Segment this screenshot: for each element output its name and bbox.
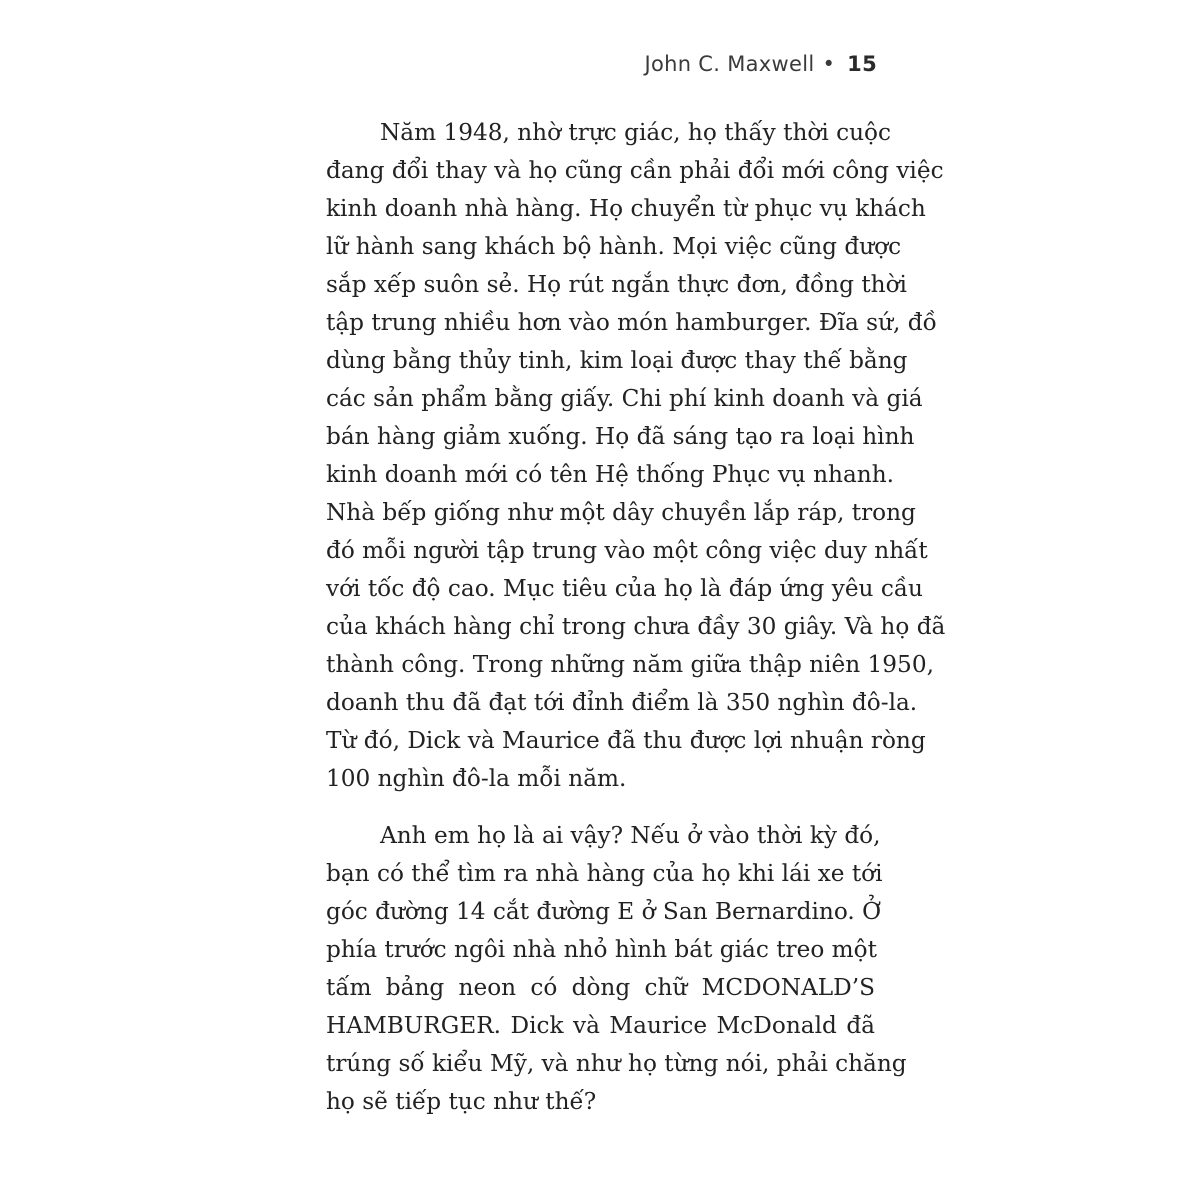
text-line: Năm 1948, nhờ trực giác, họ thấy thời cuộc: [380, 119, 891, 146]
text-line: kinh doanh mới có tên Hệ thống Phục vụ nhanh.: [326, 461, 895, 488]
text-line: doanh thu đã đạt tới đỉnh điểm là 350 nghìn đô-la.: [326, 689, 918, 716]
text-line: 100 nghìn đô-la mỗi năm.: [326, 765, 627, 792]
text-line: góc đường 14 cắt đường E ở San Bernardino. Ở: [326, 898, 882, 925]
text-line: đang đổi thay và họ cũng cần phải đổi mới công việc: [326, 157, 944, 184]
paragraph-gap: [326, 798, 875, 817]
text-line: sắp xếp suôn sẻ. Họ rút ngắn thực đơn, đồng thời: [326, 271, 907, 298]
text-line: bạn có thể tìm ra nhà hàng của họ khi lái xe tới: [326, 860, 883, 887]
body-text: [326, 114, 946, 1121]
text-line: lữ hành sang khách bộ hành. Mọi việc cũng được: [326, 233, 902, 260]
paragraph-2: [326, 817, 907, 1121]
text-line: họ sẽ tiếp tục như thế?: [326, 1088, 597, 1115]
text-line: của khách hàng chỉ trong chưa đầy 30 giây. Và họ đã: [326, 613, 946, 640]
text-line: thành công. Trong những năm giữa thập niên 1950,: [326, 651, 934, 678]
text-line: phía trước ngôi nhà nhỏ hình bát giác treo một: [326, 936, 877, 963]
text-line: dùng bằng thủy tinh, kim loại được thay thế bằng: [326, 347, 908, 374]
page-number: 15: [847, 52, 877, 76]
text-line: với tốc độ cao. Mục tiêu của họ là đáp ứng yêu cầu: [326, 575, 923, 602]
text-line: Anh em họ là ai vậy? Nếu ở vào thời kỳ đó,: [380, 822, 881, 849]
text-line: các sản phẩm bằng giấy. Chi phí kinh doanh và giá: [326, 385, 923, 412]
text-line: bán hàng giảm xuống. Họ đã sáng tạo ra loại hình: [326, 423, 915, 450]
text-line: Nhà bếp giống như một dây chuyền lắp ráp, trong: [326, 499, 916, 526]
text-line: tấm bảng neon có dòng chữ MCDONALD’S: [326, 974, 875, 1001]
text-line: đó mỗi người tập trung vào một công việc duy nhất: [326, 537, 928, 564]
author-name: John C. Maxwell: [644, 52, 815, 76]
running-head: [644, 52, 877, 76]
text-line: tập trung nhiều hơn vào món hamburger. Đĩa sứ, đồ: [326, 309, 937, 336]
paragraph-1: [326, 114, 946, 798]
header-separator: •: [822, 52, 836, 76]
text-line: trúng số kiểu Mỹ, và như họ từng nói, phải chăng: [326, 1050, 907, 1077]
text-line: kinh doanh nhà hàng. Họ chuyển từ phục vụ khách: [326, 195, 926, 222]
text-line: Từ đó, Dick và Maurice đã thu được lợi nhuận ròng: [326, 727, 926, 754]
text-line: HAMBURGER. Dick và Maurice McDonald đã: [326, 1012, 875, 1039]
